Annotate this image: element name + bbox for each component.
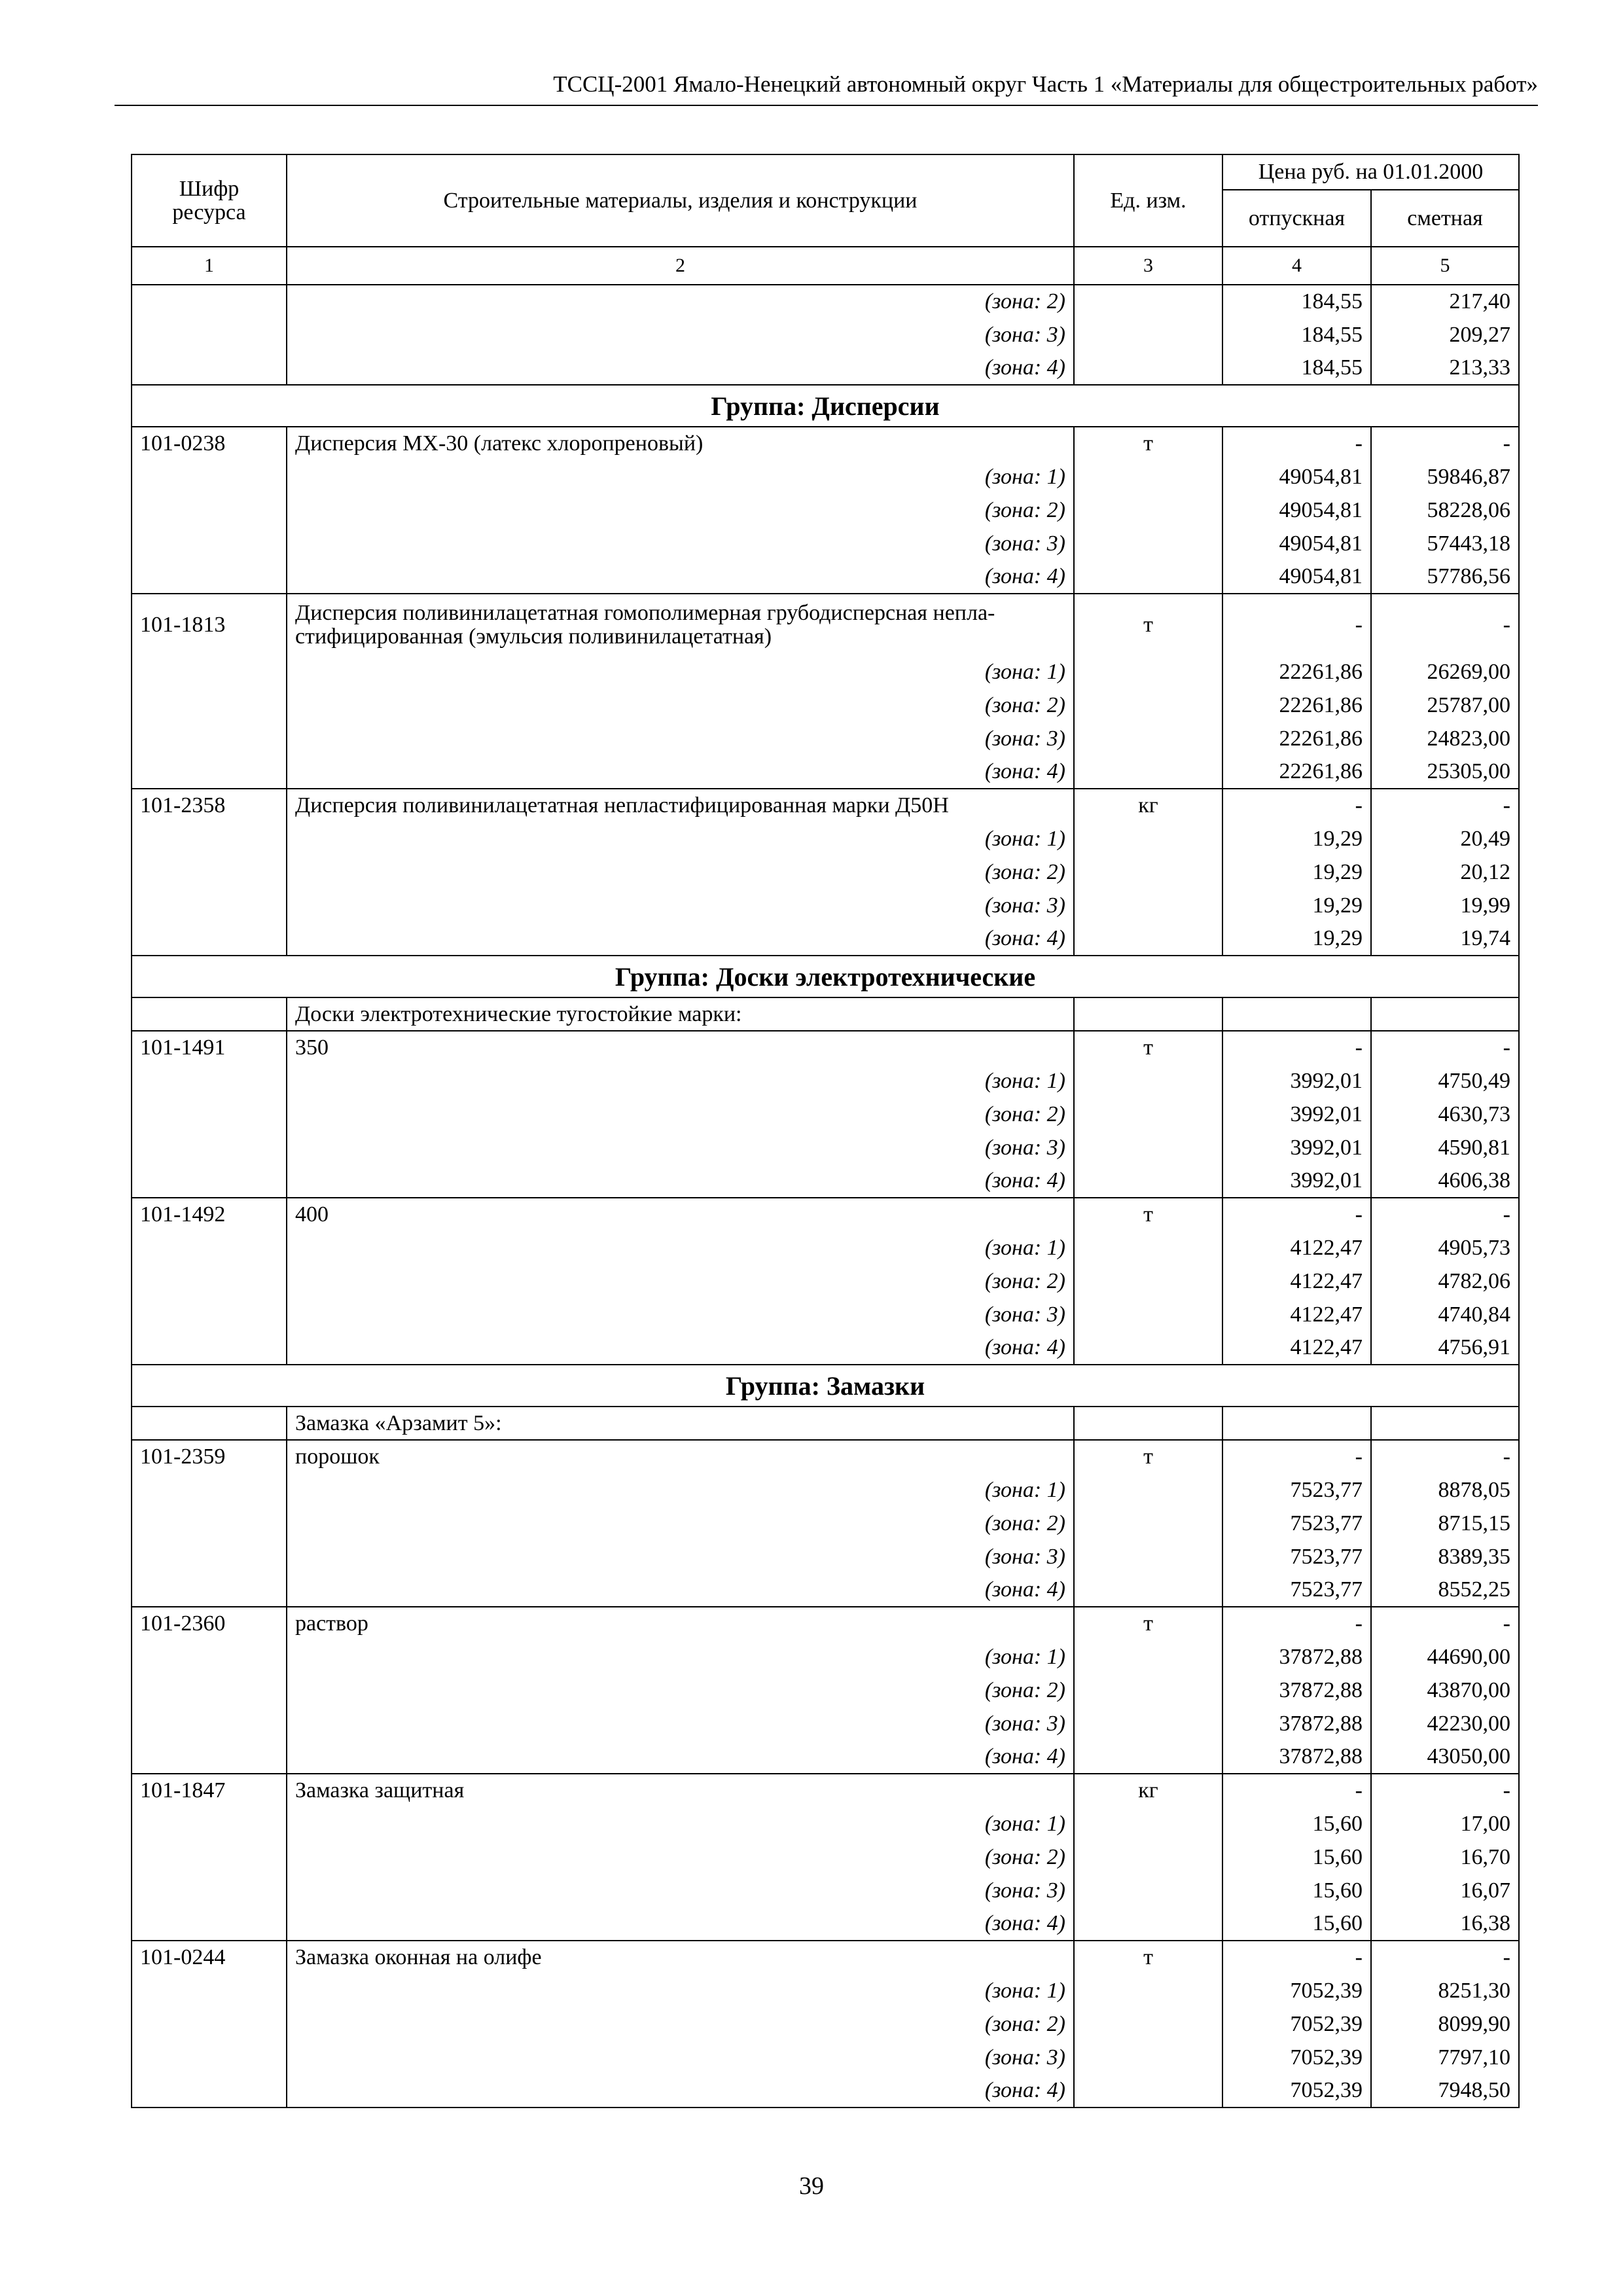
zone-label: (зона: 3): [287, 1131, 1074, 1164]
estimate-price: 209,27: [1371, 318, 1519, 351]
estimate-price: 26269,00: [1371, 655, 1519, 689]
estimate-price: 25787,00: [1371, 689, 1519, 722]
zone-row: [132, 1064, 1519, 1098]
zone-label: (зона: 2): [287, 1840, 1074, 1874]
release-price: 184,55: [1222, 285, 1371, 318]
resource-code: 101-0244: [132, 1941, 287, 1974]
subgroup-row: [132, 1407, 1519, 1440]
estimate-price: -: [1371, 1941, 1519, 1974]
estimate-price: 8715,15: [1371, 1507, 1519, 1540]
estimate-price: 43050,00: [1371, 1740, 1519, 1774]
zone-label: (зона: 2): [287, 1674, 1074, 1707]
release-price: -: [1222, 1774, 1371, 1807]
estimate-price: -: [1371, 1031, 1519, 1064]
zone-label: (зона: 1): [287, 1473, 1074, 1507]
col-number: 5: [1371, 247, 1519, 285]
unit: т: [1074, 1941, 1222, 1974]
col-header-code: Шифр ресурса: [132, 154, 287, 247]
material-name: Замазка защитная: [287, 1774, 1074, 1807]
release-price: -: [1222, 1941, 1371, 1974]
zone-row: [132, 722, 1519, 755]
zone-label: (зона: 3): [287, 722, 1074, 755]
zone-row: [132, 1840, 1519, 1874]
page-number: 39: [799, 2172, 824, 2200]
zone-label: (зона: 1): [287, 822, 1074, 855]
zone-row: [132, 755, 1519, 789]
release-price: 22261,86: [1222, 689, 1371, 722]
estimate-price: 59846,87: [1371, 460, 1519, 493]
zone-row: [132, 855, 1519, 889]
release-price: 7523,77: [1222, 1473, 1371, 1507]
zone-label: (зона: 4): [287, 755, 1074, 789]
zone-label: (зона: 3): [287, 1874, 1074, 1907]
table-row: [132, 1607, 1519, 1640]
material-name: Замазка оконная на олифе: [287, 1941, 1074, 1974]
estimate-price: 24823,00: [1371, 722, 1519, 755]
release-price: 37872,88: [1222, 1740, 1371, 1774]
release-price: 19,29: [1222, 855, 1371, 889]
zone-row: [132, 1298, 1519, 1331]
release-price: 37872,88: [1222, 1640, 1371, 1674]
table-row: [132, 1941, 1519, 1974]
estimate-price: 4750,49: [1371, 1064, 1519, 1098]
release-price: 19,29: [1222, 822, 1371, 855]
estimate-price: 213,33: [1371, 351, 1519, 385]
zone-label: (зона: 2): [287, 855, 1074, 889]
zone-row: [132, 1331, 1519, 1365]
estimate-price: 4630,73: [1371, 1098, 1519, 1131]
zone-row: [132, 2074, 1519, 2108]
release-price: 3992,01: [1222, 1098, 1371, 1131]
release-price: 7052,39: [1222, 1974, 1371, 2007]
release-price: -: [1222, 1440, 1371, 1473]
release-price: 7052,39: [1222, 2007, 1371, 2041]
table-row: [132, 351, 1519, 385]
release-price: 15,60: [1222, 1807, 1371, 1840]
resource-code: 101-0238: [132, 427, 287, 460]
subgroup-title: Доски электротехнические тугостойкие марки:: [287, 997, 1074, 1031]
estimate-price: 8251,30: [1371, 1974, 1519, 2007]
release-price: 7523,77: [1222, 1573, 1371, 1607]
estimate-price: 42230,00: [1371, 1707, 1519, 1740]
zone-row: [132, 1540, 1519, 1573]
estimate-price: 44690,00: [1371, 1640, 1519, 1674]
estimate-price: 57786,56: [1371, 560, 1519, 594]
table-row: [132, 1198, 1519, 1231]
group-title-row: [132, 1365, 1519, 1407]
table-row: [132, 427, 1519, 460]
group-title: Группа: Дисперсии: [132, 385, 1519, 427]
release-price: 37872,88: [1222, 1707, 1371, 1740]
release-price: -: [1222, 1198, 1371, 1231]
unit: т: [1074, 1607, 1222, 1640]
zone-row: [132, 655, 1519, 689]
col-header-price: Цена руб. на 01.01.2000: [1222, 154, 1519, 190]
zone-label: (зона: 4): [287, 2074, 1074, 2108]
zone-label: (зона: 4): [287, 560, 1074, 594]
release-price: 15,60: [1222, 1907, 1371, 1941]
estimate-price: -: [1371, 1607, 1519, 1640]
release-price: 15,60: [1222, 1840, 1371, 1874]
zone-label: (зона: 2): [287, 2007, 1074, 2041]
estimate-price: 16,70: [1371, 1840, 1519, 1874]
release-price: 4122,47: [1222, 1298, 1371, 1331]
estimate-price: 4590,81: [1371, 1131, 1519, 1164]
estimate-price: 16,38: [1371, 1907, 1519, 1941]
estimate-price: 16,07: [1371, 1874, 1519, 1907]
group-title: Группа: Замазки: [132, 1365, 1519, 1407]
unit: т: [1074, 427, 1222, 460]
release-price: 184,55: [1222, 318, 1371, 351]
unit: т: [1074, 1031, 1222, 1064]
estimate-price: -: [1371, 1198, 1519, 1231]
estimate-price: 4782,06: [1371, 1265, 1519, 1298]
unit: т: [1074, 1198, 1222, 1231]
group-title-row: [132, 385, 1519, 427]
estimate-price: -: [1371, 1774, 1519, 1807]
release-price: 4122,47: [1222, 1231, 1371, 1265]
table-row: [132, 789, 1519, 822]
group-title-row: [132, 956, 1519, 997]
release-price: 15,60: [1222, 1874, 1371, 1907]
zone-label: (зона: 3): [287, 1540, 1074, 1573]
material-name: 350: [287, 1031, 1074, 1064]
zone-row: [132, 889, 1519, 922]
zone-label: (зона: 2): [287, 1098, 1074, 1131]
zone-row: [132, 1573, 1519, 1607]
release-price: 37872,88: [1222, 1674, 1371, 1707]
col-header-unit: Ед. изм.: [1074, 154, 1222, 247]
unit: кг: [1074, 789, 1222, 822]
estimate-price: 7797,10: [1371, 2041, 1519, 2074]
estimate-price: 43870,00: [1371, 1674, 1519, 1707]
zone-label: (зона: 1): [287, 655, 1074, 689]
zone-label: (зона: 2): [287, 285, 1074, 318]
zone-label: (зона: 4): [287, 351, 1074, 385]
zone-label: (зона: 4): [287, 922, 1074, 956]
table-row: [132, 1031, 1519, 1064]
resource-code: 101-1847: [132, 1774, 287, 1807]
zone-row: [132, 1098, 1519, 1131]
release-price: 3992,01: [1222, 1064, 1371, 1098]
subgroup-title: Замазка «Арзамит 5»:: [287, 1407, 1074, 1440]
table-row: [132, 285, 1519, 318]
zone-label: (зона: 2): [287, 1265, 1074, 1298]
zone-row: [132, 1874, 1519, 1907]
resource-code: 101-1492: [132, 1198, 287, 1231]
resource-code: 101-2359: [132, 1440, 287, 1473]
unit: т: [1074, 594, 1222, 655]
zone-row: [132, 822, 1519, 855]
release-price: 49054,81: [1222, 493, 1371, 527]
estimate-price: 7948,50: [1371, 2074, 1519, 2108]
estimate-price: 4756,91: [1371, 1331, 1519, 1365]
unit: т: [1074, 1440, 1222, 1473]
table-row: [132, 594, 1519, 655]
estimate-price: 20,49: [1371, 822, 1519, 855]
zone-label: (зона: 1): [287, 1807, 1074, 1840]
col-header-release: отпускная: [1222, 190, 1371, 247]
release-price: -: [1222, 1031, 1371, 1064]
material-name: порошок: [287, 1440, 1074, 1473]
zone-row: [132, 1164, 1519, 1198]
release-price: 49054,81: [1222, 527, 1371, 560]
zone-row: [132, 2007, 1519, 2041]
release-price: 3992,01: [1222, 1131, 1371, 1164]
col-number: 2: [287, 247, 1074, 285]
col-number: 3: [1074, 247, 1222, 285]
zone-row: [132, 1974, 1519, 2007]
release-price: 22261,86: [1222, 755, 1371, 789]
zone-row: [132, 922, 1519, 956]
estimate-price: 20,12: [1371, 855, 1519, 889]
material-name: Дисперсия МХ-30 (латекс хлоропреновый): [287, 427, 1074, 460]
release-price: 7052,39: [1222, 2074, 1371, 2108]
resource-code: 101-1813: [132, 594, 287, 655]
zone-row: [132, 527, 1519, 560]
col-header-estimate: сметная: [1371, 190, 1519, 247]
resource-code: 101-1491: [132, 1031, 287, 1064]
zone-label: (зона: 1): [287, 1640, 1074, 1674]
table-row: [132, 1774, 1519, 1807]
estimate-price: 8099,90: [1371, 2007, 1519, 2041]
material-name: 400: [287, 1198, 1074, 1231]
estimate-price: 58228,06: [1371, 493, 1519, 527]
release-price: 4122,47: [1222, 1331, 1371, 1365]
zone-label: (зона: 1): [287, 460, 1074, 493]
release-price: -: [1222, 1607, 1371, 1640]
zone-row: [132, 1231, 1519, 1265]
zone-row: [132, 1131, 1519, 1164]
zone-row: [132, 1907, 1519, 1941]
zone-label: (зона: 3): [287, 527, 1074, 560]
resource-code: 101-2358: [132, 789, 287, 822]
zone-label: (зона: 2): [287, 493, 1074, 527]
zone-label: (зона: 4): [287, 1740, 1074, 1774]
zone-label: (зона: 3): [287, 1707, 1074, 1740]
estimate-price: 4905,73: [1371, 1231, 1519, 1265]
zone-label: (зона: 1): [287, 1974, 1074, 2007]
col-number: 1: [132, 247, 287, 285]
zone-row: [132, 689, 1519, 722]
col-header-name: Строительные материалы, изделия и конструкции: [287, 154, 1074, 247]
zone-label: (зона: 3): [287, 2041, 1074, 2074]
release-price: 7523,77: [1222, 1540, 1371, 1573]
zone-label: (зона: 2): [287, 1507, 1074, 1540]
zone-row: [132, 1640, 1519, 1674]
zone-label: (зона: 3): [287, 318, 1074, 351]
release-price: 3992,01: [1222, 1164, 1371, 1198]
release-price: 22261,86: [1222, 655, 1371, 689]
release-price: 49054,81: [1222, 460, 1371, 493]
estimate-price: -: [1371, 594, 1519, 655]
document-header: ТССЦ-2001 Ямало-Ненецкий автономный округ Часть 1 «Материалы для общестроительных работ»: [115, 68, 1538, 106]
zone-label: (зона: 1): [287, 1064, 1074, 1098]
resource-code: 101-2360: [132, 1607, 287, 1640]
estimate-price: 57443,18: [1371, 527, 1519, 560]
zone-row: [132, 1674, 1519, 1707]
zone-label: (зона: 3): [287, 889, 1074, 922]
zone-label: (зона: 4): [287, 1573, 1074, 1607]
release-price: 22261,86: [1222, 722, 1371, 755]
estimate-price: 17,00: [1371, 1807, 1519, 1840]
estimate-price: 4740,84: [1371, 1298, 1519, 1331]
zone-label: (зона: 4): [287, 1907, 1074, 1941]
subgroup-row: [132, 997, 1519, 1031]
col-number: 4: [1222, 247, 1371, 285]
release-price: 184,55: [1222, 351, 1371, 385]
estimate-price: 19,74: [1371, 922, 1519, 956]
unit: кг: [1074, 1774, 1222, 1807]
release-price: 19,29: [1222, 922, 1371, 956]
estimate-price: 19,99: [1371, 889, 1519, 922]
release-price: -: [1222, 789, 1371, 822]
zone-label: (зона: 2): [287, 689, 1074, 722]
zone-row: [132, 1740, 1519, 1774]
estimate-price: -: [1371, 427, 1519, 460]
estimate-price: 4606,38: [1371, 1164, 1519, 1198]
zone-label: (зона: 4): [287, 1331, 1074, 1365]
table-row: [132, 1440, 1519, 1473]
release-price: 19,29: [1222, 889, 1371, 922]
material-name: Дисперсия поливинилацетатная непластифицированная марки Д50Н: [287, 789, 1074, 822]
estimate-price: 8389,35: [1371, 1540, 1519, 1573]
release-price: -: [1222, 594, 1371, 655]
zone-row: [132, 1473, 1519, 1507]
estimate-price: 217,40: [1371, 285, 1519, 318]
estimate-price: 25305,00: [1371, 755, 1519, 789]
estimate-price: -: [1371, 1440, 1519, 1473]
zone-label: (зона: 1): [287, 1231, 1074, 1265]
zone-row: [132, 1707, 1519, 1740]
zone-label: (зона: 3): [287, 1298, 1074, 1331]
release-price: 7523,77: [1222, 1507, 1371, 1540]
material-name: Дисперсия поливинилацетатная гомополимерная грубодисперсная непла-стифицированная (эмульсия поливинилацетатная): [287, 594, 1074, 655]
release-price: 4122,47: [1222, 1265, 1371, 1298]
zone-label: (зона: 4): [287, 1164, 1074, 1198]
table-row: [132, 318, 1519, 351]
release-price: 49054,81: [1222, 560, 1371, 594]
zone-row: [132, 493, 1519, 527]
group-title: Группа: Доски электротехнические: [132, 956, 1519, 997]
estimate-price: -: [1371, 789, 1519, 822]
price-table: [131, 154, 1520, 2108]
release-price: 7052,39: [1222, 2041, 1371, 2074]
zone-row: [132, 2041, 1519, 2074]
estimate-price: 8552,25: [1371, 1573, 1519, 1607]
zone-row: [132, 1807, 1519, 1840]
zone-row: [132, 1265, 1519, 1298]
zone-row: [132, 560, 1519, 594]
material-name: раствор: [287, 1607, 1074, 1640]
estimate-price: 8878,05: [1371, 1473, 1519, 1507]
zone-row: [132, 460, 1519, 493]
release-price: -: [1222, 427, 1371, 460]
zone-row: [132, 1507, 1519, 1540]
